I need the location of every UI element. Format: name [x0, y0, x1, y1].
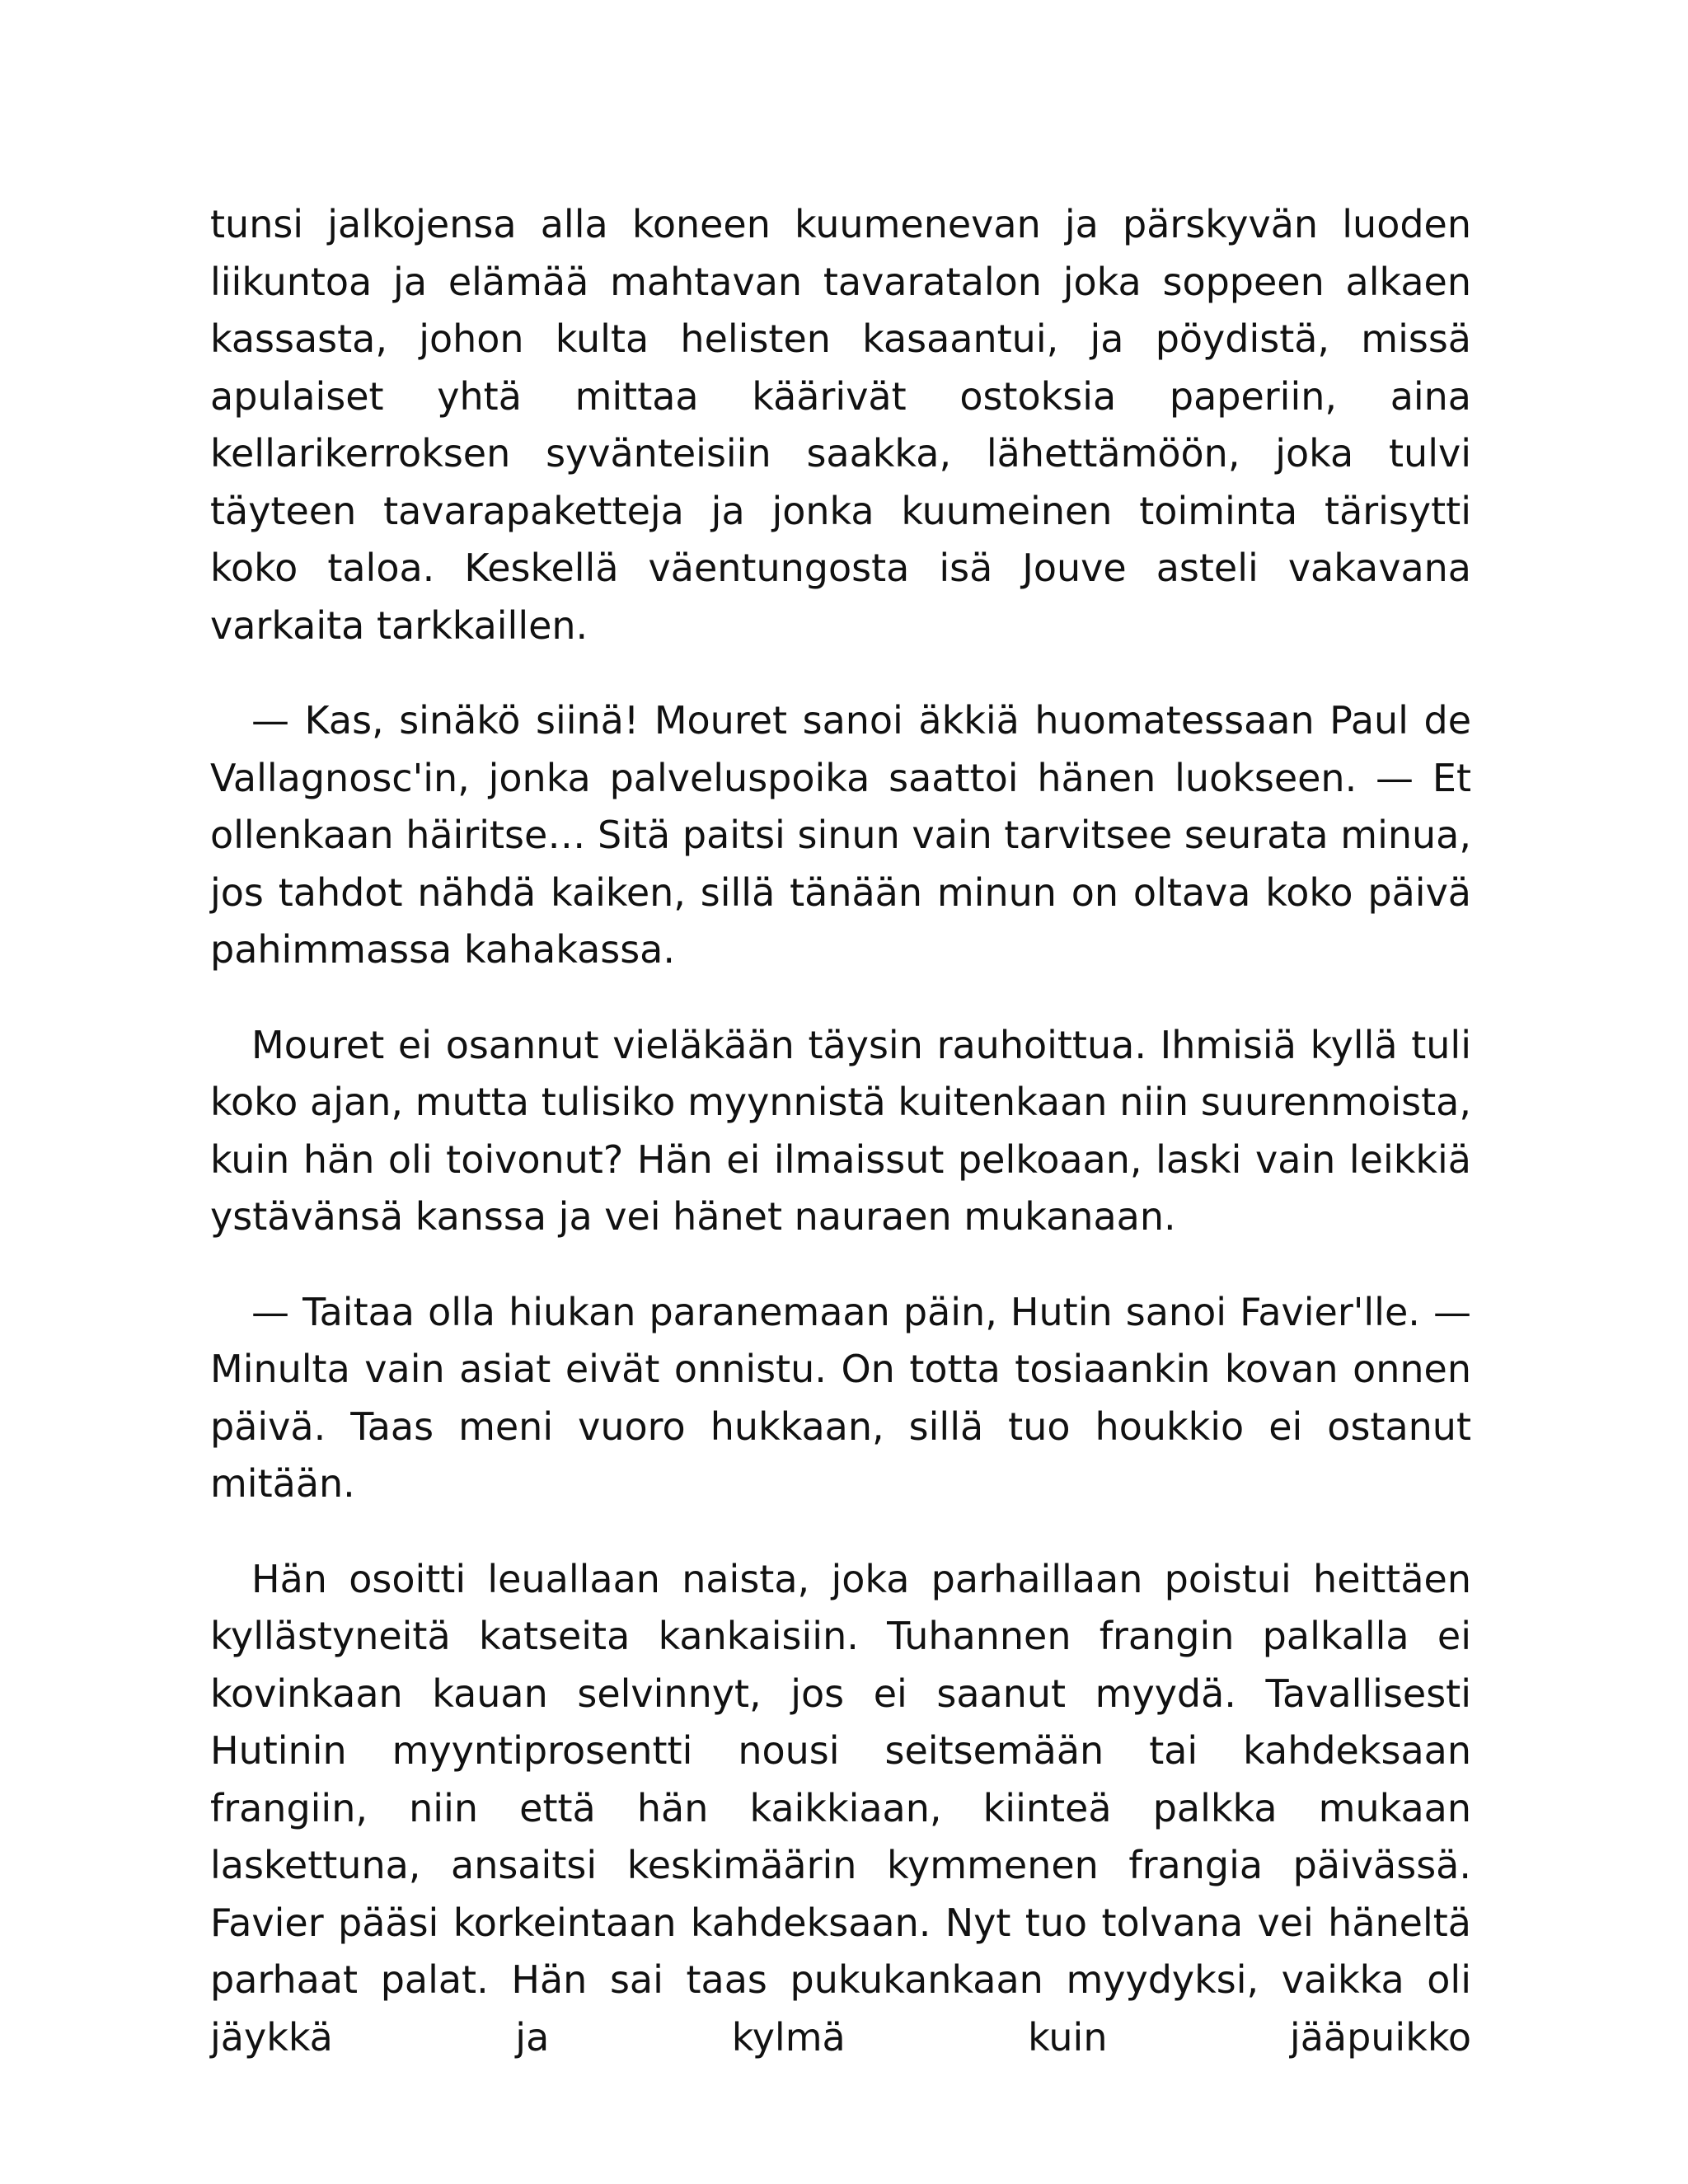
paragraph-hutin-complaint: — Taitaa olla hiukan paranemaan päin, Hutin sanoi Favier'lle. — Minulta vain asiat eivät onnistu. On totta tosiaankin kovan onnen päivä. Taas meni vuoro hukkaan, sillä tuo houkkio ei ostanut mitään. — [210, 1289, 1471, 1506]
paragraph-continuation: tunsi jalkojensa alla koneen kuumenevan ja pärskyvän luoden liikuntoa ja elämää mahtavan tavaratalon joka soppeen alkaen kassasta, johon kulta helisten kasaantui, ja pöydistä, missä apulaiset yhtä mittaa käärivät ostoksia paperiin, aina kellarikerroksen syvänteisiin saakka, lähettämöön, joka tulvi täyteen tavarapaketteja ja jonka kuumeinen toiminta tärisytti koko taloa. Keskellä väentungosta isä Jouve asteli vakavana varkaita tarkkaillen. — [210, 202, 1471, 648]
paragraph-mouret-greeting: — Kas, sinäkö siinä! Mouret sanoi äkkiä huomatessaan Paul de Vallagnosc'in, jonka palveluspoika saattoi hänen luokseen. — Et ollenkaan häiritse… Sitä paitsi sinun vain tarvitsee seurata minua, jos tahdot nähdä kaiken, sillä tänään minun on oltava koko päivä pahimmassa kahakassa. — [210, 698, 1471, 972]
document-page — [210, 196, 1471, 2104]
paragraph-mouret-worry: Mouret ei osannut vieläkään täysin rauhoittua. Ihmisiä kyllä tuli koko ajan, mutta tulisiko myynnistä kuitenkaan niin suurenmoista, kuin hän oli toivonut? Hän ei ilmaissut pelkoaan, laski vain leikkiä ystävänsä kanssa ja vei hänet nauraen mukanaan. — [210, 1022, 1471, 1239]
paragraph-hutin-salary: Hän osoitti leuallaan naista, joka parhaillaan poistui heittäen kyllästyneitä katseita kankaisiin. Tuhannen frangin palkalla ei kovinkaan kauan selvinnyt, jos ei saanut myydä. Tavallisesti Hutinin myyntiprosentti nousi seitsemään tai kahdeksaan frangiin, niin että hän kaikkiaan, kiinteä palkka mukaan laskettuna, ansaitsi keskimäärin kymmenen frangia päivässä. Favier pääsi korkeintaan kahdeksaan. Nyt tuo tolvana vei häneltä parhaat palat. Hän sai taas pukukankaan myydyksi, vaikka oli jäykkä ja kylmä kuin jääpuikko — [210, 1556, 1471, 2060]
